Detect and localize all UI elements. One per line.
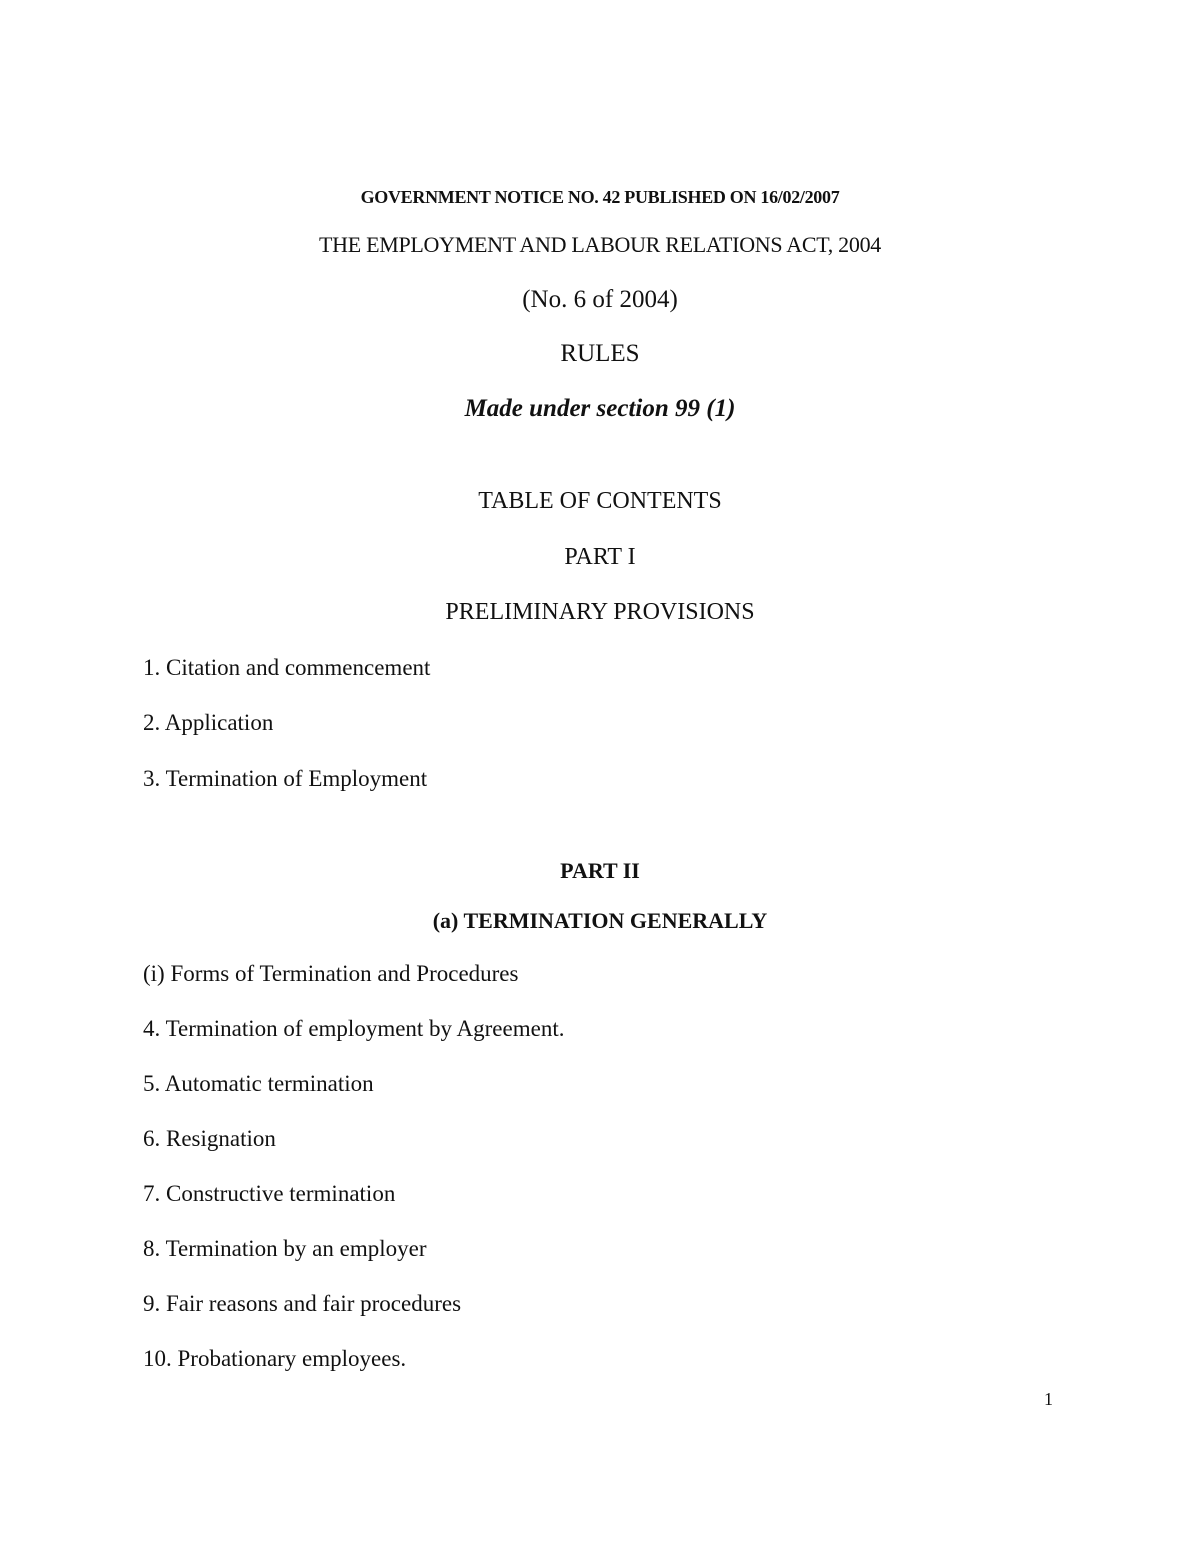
part-1-subheading: PRELIMINARY PROVISIONS bbox=[445, 599, 755, 625]
toc-item-8: 8. Termination by an employer bbox=[143, 1236, 427, 1261]
table-of-contents-heading: TABLE OF CONTENTS bbox=[478, 488, 722, 514]
made-under-section: Made under section 99 (1) bbox=[464, 395, 736, 422]
act-number: (No. 6 of 2004) bbox=[522, 286, 678, 313]
toc-item-10: 10. Probationary employees. bbox=[143, 1346, 407, 1371]
toc-item-7: 7. Constructive termination bbox=[143, 1181, 396, 1206]
part-2-heading: PART II bbox=[560, 858, 640, 883]
part-2-subheading: (a) TERMINATION GENERALLY bbox=[432, 908, 768, 933]
part-1-heading: PART I bbox=[564, 544, 636, 570]
toc-item-3: 3. Termination of Employment bbox=[143, 766, 428, 791]
page-number: 1 bbox=[1044, 1389, 1053, 1409]
act-title: THE EMPLOYMENT AND LABOUR RELATIONS ACT, 2004 bbox=[319, 232, 881, 257]
government-notice-line: GOVERNMENT NOTICE NO. 42 PUBLISHED ON 16/02/2007 bbox=[360, 187, 840, 207]
forms-of-termination-label: (i) Forms of Termination and Procedures bbox=[143, 961, 519, 986]
toc-item-2: 2. Application bbox=[143, 710, 274, 735]
toc-item-1: 1. Citation and commencement bbox=[143, 655, 431, 680]
toc-item-5: 5. Automatic termination bbox=[143, 1071, 374, 1096]
rules-heading: RULES bbox=[560, 340, 640, 367]
toc-item-4: 4. Termination of employment by Agreement. bbox=[143, 1016, 565, 1041]
toc-item-9: 9. Fair reasons and fair procedures bbox=[143, 1291, 462, 1316]
toc-item-6: 6. Resignation bbox=[143, 1126, 276, 1151]
